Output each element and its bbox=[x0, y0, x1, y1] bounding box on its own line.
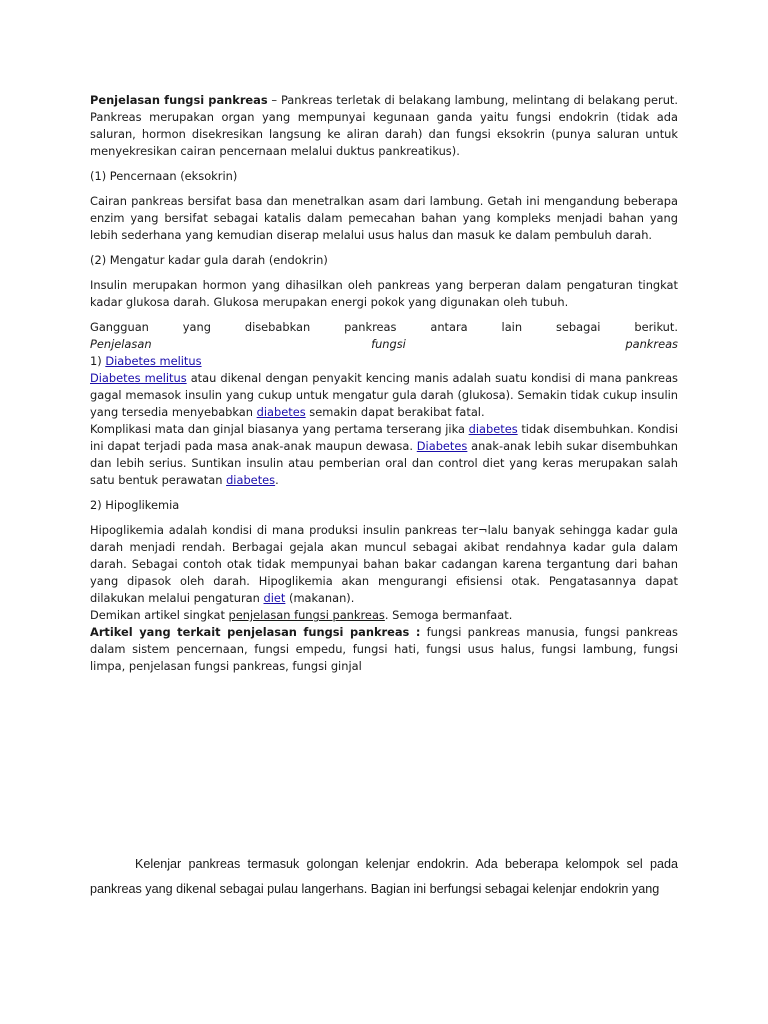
section1-title: (1) Pencernaan (eksokrin) bbox=[90, 169, 238, 183]
diabetes-melitus-link-2[interactable]: Diabetes melitus bbox=[90, 371, 187, 385]
section1-text: Cairan pankreas bersifat basa dan menetralkan asam dari lambung. Getah ini mengandung beberapa enzim yang bersifat sebagai katalis dalam pemecahan bahan yang kompleks menjadi bahan yang lebih sederhana yang kemudian diserap melalui usus halus dan masuk ke dalam pembuluh darah. bbox=[90, 194, 678, 242]
related-paragraph bbox=[90, 624, 678, 675]
intro-paragraph bbox=[90, 92, 678, 160]
diabetes-paragraph bbox=[90, 370, 678, 421]
section2-title: (2) Mengatur kadar gula darah (endokrin) bbox=[90, 253, 328, 267]
complication-text-3: anak-anak lebih sukar disembuhkan dan lebih serius. Suntikan insulin atau pemberian oral dan control diet yang keras merupakan salah satu bentuk perawatan bbox=[90, 439, 678, 487]
complication-text-1: Komplikasi mata dan ginjal biasanya yang pertama terserang jika bbox=[90, 422, 469, 436]
disorders-italic-line bbox=[90, 336, 678, 353]
intro-text: Pankreas terletak di belakang lambung, melintang di belakang perut. Pankreas merupakan organ yang mempunyai kegunaan ganda yaitu fungsi endokrin (tidak ada saluran, hormon disekresikan langsung ke aliran darah) dan fungsi eksokrin (punya saluran untuk menyekresikan cairan pencernaan melalui duktus pankreatikus). bbox=[90, 93, 678, 158]
item-number: 1) bbox=[90, 354, 106, 368]
diabetes-text-2: semakin dapat berakibat fatal. bbox=[305, 405, 485, 419]
related-text: fungsi pankreas manusia, fungsi pankreas dalam sistem pencernaan, fungsi empedu, fungsi hati, fungsi usus halus, fungsi lambung, fungsi limpa, penjelasan fungsi pankreas, fungsi ginjal bbox=[90, 625, 678, 673]
intro-dash: – bbox=[267, 93, 281, 107]
complication-text-2: tidak disembuhkan. Kondisi ini dapat terjadi pada masa anak-anak maupun dewasa. bbox=[90, 422, 678, 453]
related-label: Artikel yang terkait penjelasan fungsi pankreas : bbox=[90, 625, 421, 639]
diabetes-link[interactable]: diabetes bbox=[256, 405, 306, 419]
closing-underlined: penjelasan fungsi pankreas bbox=[228, 608, 385, 622]
complication-paragraph bbox=[90, 421, 678, 489]
closing-paragraph bbox=[90, 607, 678, 624]
hypoglycemia-text-2: (makanan). bbox=[285, 591, 355, 605]
section3-title: 2) Hipoglikemia bbox=[90, 498, 180, 512]
closing-text-2: . Semoga bermanfaat. bbox=[384, 608, 513, 622]
section2-text: Insulin merupakan hormon yang dihasilkan oleh pankreas yang berperan dalam pengaturan tingkat kadar glukosa darah. Glukosa merupakan energi pokok yang digunakan oleh tubuh. bbox=[90, 278, 678, 309]
hypoglycemia-text-1: Hipoglikemia adalah kondisi di mana produksi insulin pankreas ter¬lalu banyak sehingga kadar gula darah menjadi rendah. Berbagai gejala akan muncul sebagai akibat rendahnya kadar gula dalam darah. Sebagai contoh otak tidak mempunyai bahan bakar cadangan karena tergantung dari bahan yang dipasok oleh darah. Hipoglikemia akan mengurangi efisiensi otak. Pengatasannya dapat dilakukan melalui pengaturan bbox=[90, 523, 678, 605]
second-article-text: Kelenjar pankreas termasuk golongan kelenjar endokrin. Ada beberapa kelompok sel pada pankreas yang dikenal sebagai pulau langerhans. Bagian ini berfungsi sebagai kelenjar endokrin yang bbox=[90, 857, 678, 896]
disorder-item-1 bbox=[90, 353, 678, 370]
diabetes-link-4[interactable]: diabetes bbox=[226, 473, 276, 487]
diabetes-text-1: atau dikenal dengan penyakit kencing manis adalah suatu kondisi di mana pankreas gagal memasok insulin yang cukup untuk mengatur gula darah (glukosa). Semakin tidak cukup insulin yang tersedia menyebabkan bbox=[90, 371, 678, 419]
intro-heading: Penjelasan fungsi pankreas bbox=[90, 93, 268, 107]
diabetes-link-2[interactable]: diabetes bbox=[468, 422, 518, 436]
diet-link[interactable]: diet bbox=[263, 591, 286, 605]
closing-text-1: Demikan artikel singkat bbox=[90, 608, 229, 622]
article-body bbox=[90, 92, 678, 675]
hypoglycemia-paragraph bbox=[90, 522, 678, 607]
diabetes-link-3[interactable]: Diabetes bbox=[416, 439, 468, 453]
second-article bbox=[90, 852, 678, 902]
complication-text-4: . bbox=[275, 473, 279, 487]
italic-heading: Penjelasan fungsi pankreas bbox=[90, 337, 678, 351]
disorders-intro: Gangguan yang disebabkan pankreas antara lain sebagai berikut. bbox=[90, 320, 678, 334]
diabetes-melitus-link[interactable]: Diabetes melitus bbox=[105, 354, 202, 368]
